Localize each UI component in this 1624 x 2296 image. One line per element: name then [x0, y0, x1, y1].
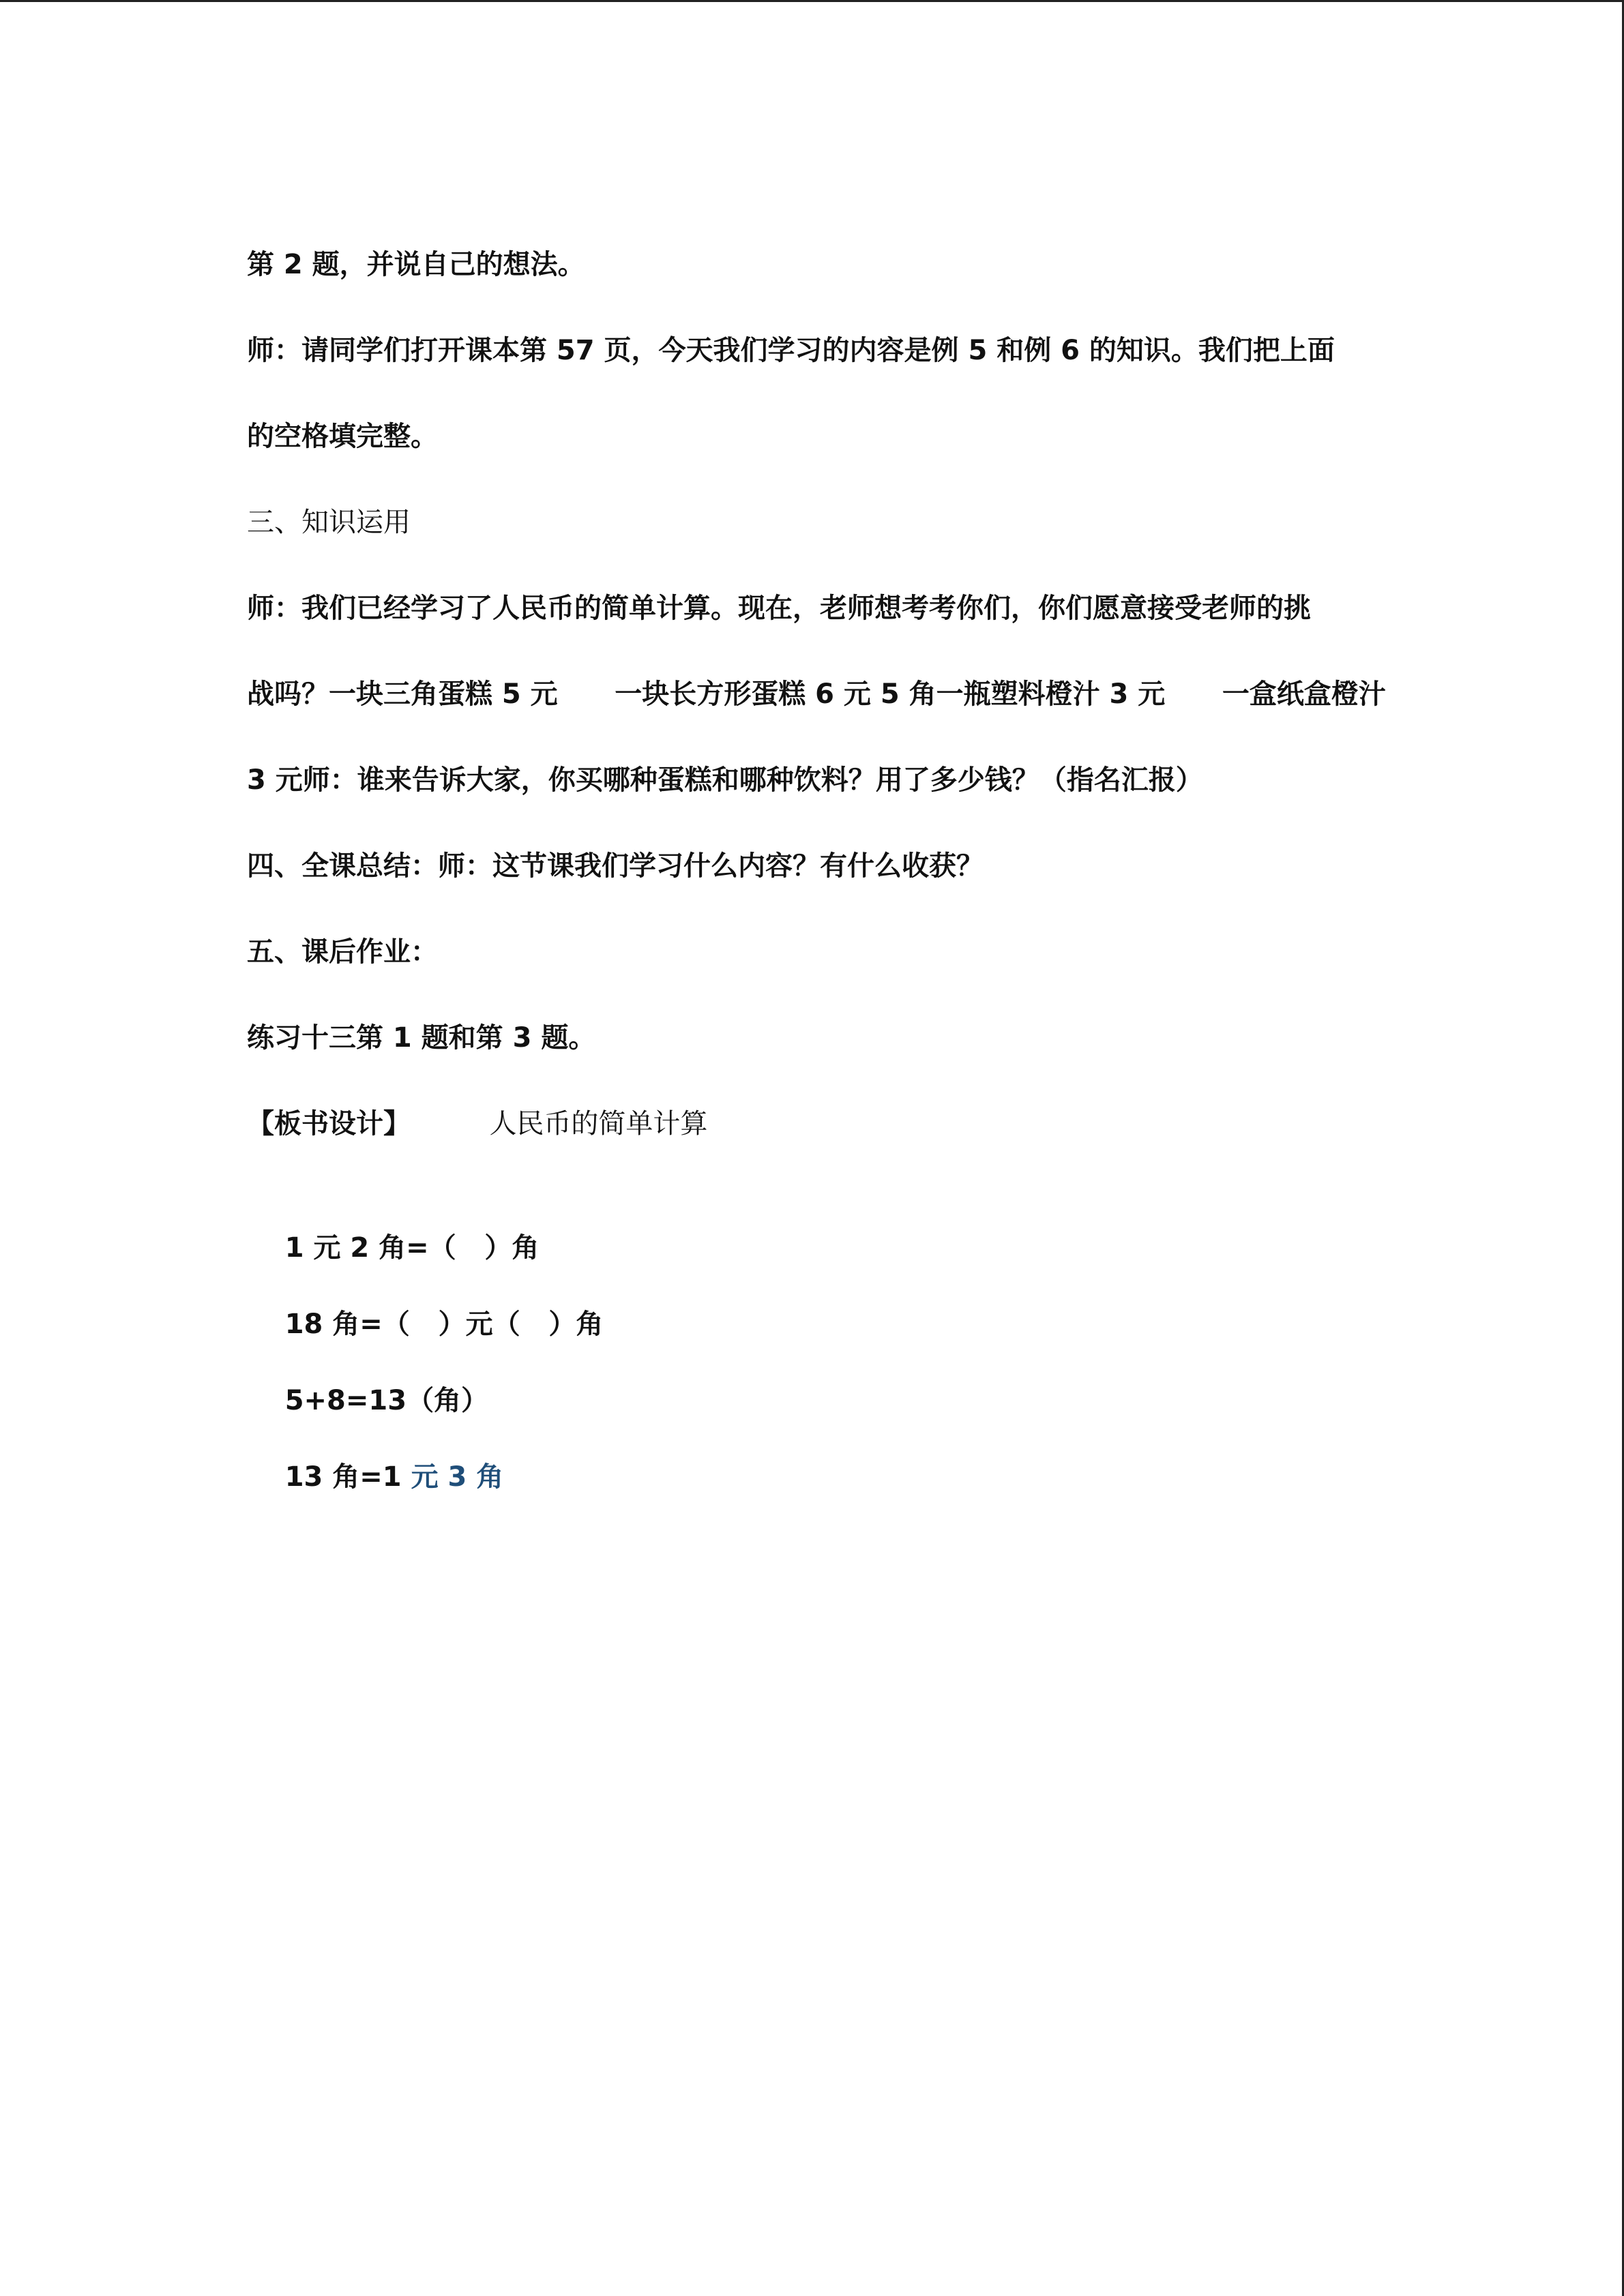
page-border-top [0, 0, 1624, 2]
section-heading: 四、全课总结：师：这节课我们学习什么内容？有什么收获？ [247, 850, 984, 882]
paragraph-line: 练习十三第 1 题和第 3 题。 [247, 1022, 596, 1054]
equation-3: 5+8=13（角） [284, 1385, 489, 1416]
board-design-row [247, 1105, 707, 1143]
paragraph-line: 3 元师：谁来告诉大家，你买哪种蛋糕和哪种饮料？用了多少钱？（指名汇报） [247, 764, 1203, 796]
equation-1: 1 元 2 角=（ ）角 [284, 1232, 540, 1264]
paragraph-line: 的空格填完整。 [247, 421, 438, 452]
board-equations-row [247, 1191, 604, 1493]
equation-2: 18 角=（ ）元（ ）角 [284, 1309, 604, 1340]
paragraph-line: 第 2 题，并说自己的想法。 [247, 249, 585, 280]
equation-4-left: 13 角=1 [284, 1461, 411, 1493]
equation-4 [285, 1461, 504, 1493]
paragraph-line: 战吗？一块三角蛋糕 5 元 一块长方形蛋糕 6 元 5 角一瓶塑料橙汁 3 元 一盒纸盒橙汁 [247, 679, 1386, 710]
paragraph-line: 师：我们已经学习了人民币的简单计算。现在，老师想考考你们，你们愿意接受老师的挑 [247, 593, 1311, 624]
board-design-heading: 【板书设计】 [247, 1108, 411, 1139]
section-heading: 三、知识运用 [247, 507, 411, 538]
section-heading: 五、课后作业： [247, 936, 438, 968]
paragraph-line: 师：请同学们打开课本第 57 页，今天我们学习的内容是例 5 和例 6 的知识。我们把上面 [247, 335, 1335, 366]
board-design-title: 人民币的简单计算 [489, 1108, 708, 1139]
equation-4-highlight: 元 3 角 [411, 1461, 504, 1493]
